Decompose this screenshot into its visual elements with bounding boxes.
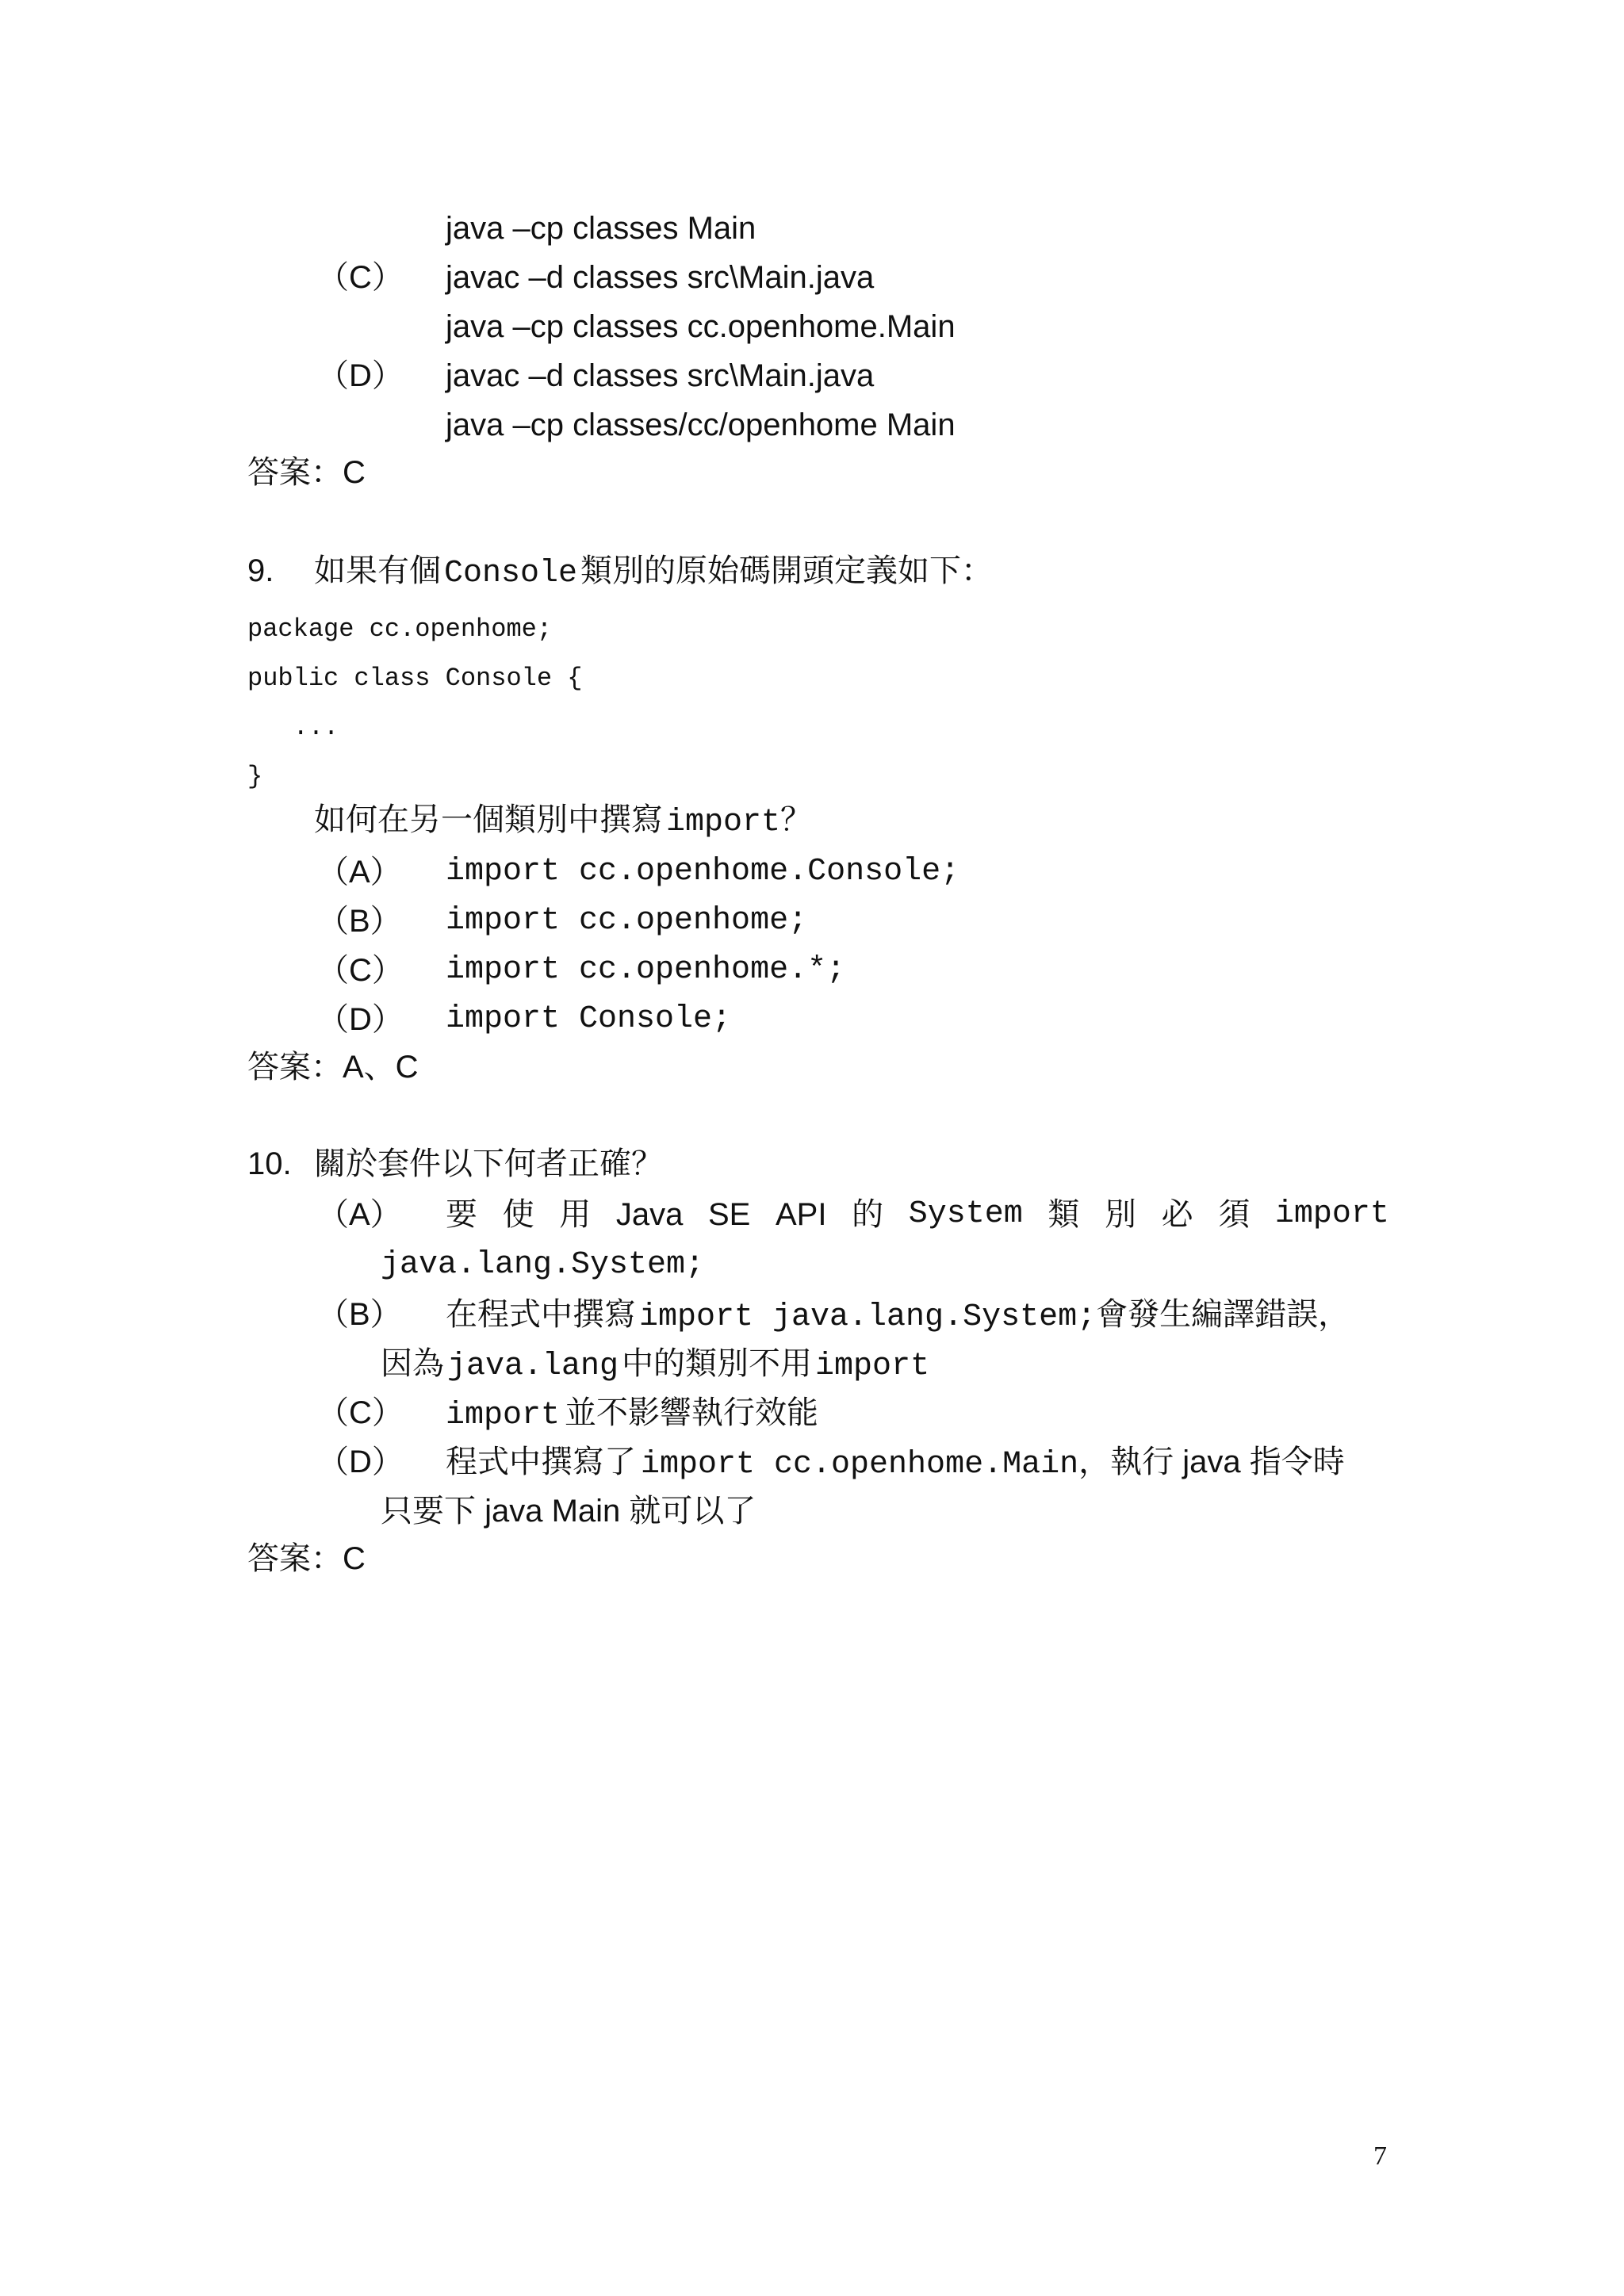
answer-prefix: 答案： (247, 455, 343, 490)
answer-value: A、C (343, 1050, 419, 1085)
q8-option-d-label: （D） (317, 358, 404, 393)
answer-value: C (343, 455, 366, 490)
q10-a-word: System (908, 1196, 1023, 1232)
q10-stem-text: 關於套件以下何者正確？ (314, 1146, 663, 1181)
q9-option-a-label: （A） (317, 855, 402, 890)
q10-option-c-label: （C） (317, 1395, 404, 1430)
q9-stem-text-a: 如果有個 (314, 553, 441, 588)
q10-a-word: 用 (559, 1197, 592, 1232)
q10-a-word: 類 (1048, 1197, 1080, 1232)
q10-d-text-b: ，執行 java 指令時 (1078, 1445, 1345, 1479)
q10-option-c-text (446, 1392, 818, 1437)
q9-option-b-label: （B） (317, 904, 402, 939)
q10-option-a-label: （A） (317, 1197, 402, 1232)
q10-b2-code2: import (815, 1349, 930, 1384)
answer-prefix: 答案： (247, 1050, 343, 1085)
q10-b-text-a: 在程式中撰寫 (446, 1297, 636, 1332)
q9-number: 9. (247, 553, 274, 588)
q9-stem (247, 550, 993, 595)
q10-c-text: 並不影響執行效能 (565, 1395, 819, 1430)
q10-b2-code: java.lang (447, 1349, 619, 1384)
q10-a-word: 使 (502, 1197, 534, 1232)
q9-option-c-text: import cc.openhome.*; (446, 952, 846, 988)
q10-b-text-b: 會發生編譯錯誤， (1096, 1297, 1350, 1332)
q10-b2-text-a: 因為 (381, 1346, 444, 1381)
page-number: 7 (1373, 2141, 1387, 2171)
q9-code-line-4: } (247, 762, 263, 791)
q9-option-a-text: import cc.openhome.Console; (446, 854, 960, 890)
q8-option-c-label: （C） (317, 260, 404, 295)
q10-b2-text-b: 中的類別不用 (622, 1346, 813, 1381)
q10-a-word: 必 (1161, 1197, 1193, 1232)
q9-prompt-text-a: 如何在另一個類別中撰寫 (314, 802, 663, 837)
q9-option-d-label: （D） (317, 1002, 404, 1037)
q10-option-d-line1 (446, 1441, 1345, 1486)
q10-option-a-line2: java.lang.System; (381, 1247, 705, 1283)
q8-option-d-line1: javac –d classes src\Main.java (446, 358, 875, 393)
q8-option-d-line2: java –cp classes/cc/openhome Main (446, 408, 956, 442)
q10-a-word: 別 (1105, 1197, 1136, 1232)
answer-prefix: 答案： (247, 1541, 343, 1576)
q9-answer (247, 1047, 419, 1088)
q8-option-c-line1: javac –d classes src\Main.java (446, 260, 875, 295)
q10-a-word: API (775, 1197, 827, 1232)
q9-option-d-text: import Console; (446, 1001, 732, 1037)
q9-code-line-2: public class Console { (247, 664, 583, 693)
q8-option-c-line2: java –cp classes cc.openhome.Main (446, 309, 956, 344)
q9-stem-code: Console (444, 556, 578, 591)
q10-option-a-line1 (446, 1194, 1389, 1235)
q10-option-b-line1 (446, 1294, 1350, 1338)
q10-answer (247, 1538, 366, 1579)
q8-answer (247, 452, 366, 493)
q10-stem (247, 1143, 663, 1184)
q10-a-word: import (1274, 1196, 1389, 1232)
q10-option-d-label: （D） (317, 1445, 404, 1479)
q10-a-word: SE (708, 1197, 751, 1232)
q10-option-b-line2 (381, 1343, 929, 1387)
q9-prompt (314, 799, 812, 844)
q9-prompt-code: import (666, 805, 781, 840)
q10-d-text-a: 程式中撰寫了 (446, 1445, 636, 1479)
q10-b-code: import java.lang.System; (639, 1299, 1097, 1335)
q9-code-line-3: ... (247, 713, 339, 742)
q10-a-word: 的 (852, 1197, 884, 1232)
q10-a-word: 須 (1218, 1197, 1251, 1232)
q10-option-b-label: （B） (317, 1297, 402, 1332)
q9-option-b-text: import cc.openhome; (446, 903, 808, 939)
q10-a-word: Java (615, 1197, 684, 1232)
q10-a-word: 要 (446, 1197, 477, 1232)
q9-option-c-label: （C） (317, 953, 404, 988)
q8-option-b-line2: java –cp classes Main (446, 211, 756, 246)
answer-value: C (343, 1541, 366, 1576)
q10-number: 10. (247, 1146, 292, 1181)
q9-code-line-1: package cc.openhome; (247, 614, 553, 644)
q10-d-code: import cc.openhome.Main (641, 1447, 1079, 1483)
q10-option-d-line2: 只要下 java Main 就可以了 (381, 1494, 756, 1529)
q9-stem-text-b: 類別的原始碼開頭定義如下： (580, 553, 994, 588)
q10-c-code: import (446, 1398, 561, 1433)
q9-prompt-text-b: ？ (780, 802, 813, 837)
